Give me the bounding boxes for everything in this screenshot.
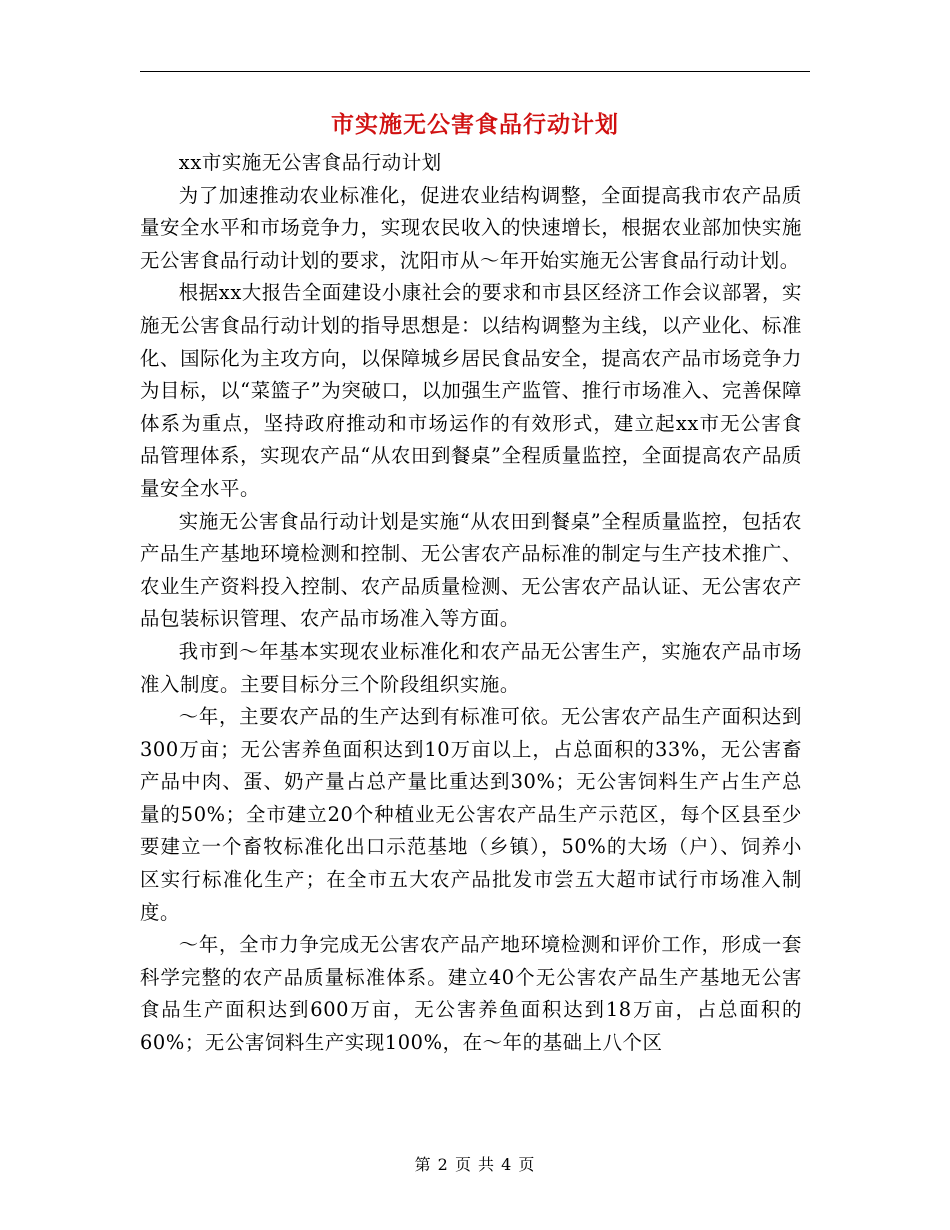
document-title: 市实施无公害食品行动计划	[331, 111, 619, 138]
page-number-label: 第 2 页 共 4 页	[414, 1155, 536, 1174]
body-paragraph: 我市到～年基本实现农业标准化和农产品无公害生产，实施农产品市场准入制度。主要目标分三个阶段组织实施。	[140, 639, 802, 696]
body-paragraph: ～年，主要农产品的生产达到有标准可依。无公害农产品生产面积达到300万亩；无公害养鱼面积达到10万亩以上，占总面积的33%，无公害畜产品中肉、蛋、奶产量占总产量比重达到30%；无公害饲料生产占生产总量的50%；全市建立20个种植业无公害农产品生产示范区，每个区县至少要建立一个畜牧标准化出口示范基地（乡镇），50%的大场（户）、饲养小区实行标准化生产；在全市五大农产品批发市尝五大超市试行市场准入制度。	[140, 705, 802, 924]
body-paragraph: 实施无公害食品行动计划是实施“从农田到餐桌”全程质量监控，包括农产品生产基地环境检测和控制、无公害农产品标准的制定与生产技术推广、农业生产资料投入控制、农产品质量检测、无公害农产品认证、无公害农产品包装标识管理、农产品市场准入等方面。	[140, 509, 802, 631]
body-paragraph: ～年，全市力争完成无公害农产品产地环境检测和评价工作，形成一套科学完整的农产品质量标准体系。建立40个无公害农产品生产基地无公害食品生产面积达到600万亩，无公害养鱼面积达到18万亩，占总面积的60%；无公害饲料生产实现100%，在～年的基础上八个区	[140, 933, 802, 1055]
body-paragraph: 为了加速推动农业标准化，促进农业结构调整，全面提高我市农产品质量安全水平和市场竞争力，实现农民收入的快速增长，根据农业部加快实施无公害食品行动计划的要求，沈阳市从～年开始实施无公害食品行动计划。	[140, 183, 802, 272]
body-paragraph: 根据xx大报告全面建设小康社会的要求和市县区经济工作会议部署，实施无公害食品行动计划的指导思想是：以结构调整为主线，以产业化、标准化、国际化为主攻方向，以保障城乡居民食品安全，提高农产品市场竞争力为目标，以“菜篮子”为突破口，以加强生产监管、推行市场准入、完善保障体系为重点，坚持政府推动和市场运作的有效形式，建立起xx市无公害食品管理体系，实现农产品“从农田到餐桌”全程质量监控，全面提高农产品质量安全水平。	[140, 281, 802, 500]
document-body	[140, 147, 802, 1060]
header-rule	[140, 71, 810, 72]
body-paragraph: xx市实施无公害食品行动计划	[178, 151, 442, 174]
page-footer	[0, 1152, 950, 1175]
